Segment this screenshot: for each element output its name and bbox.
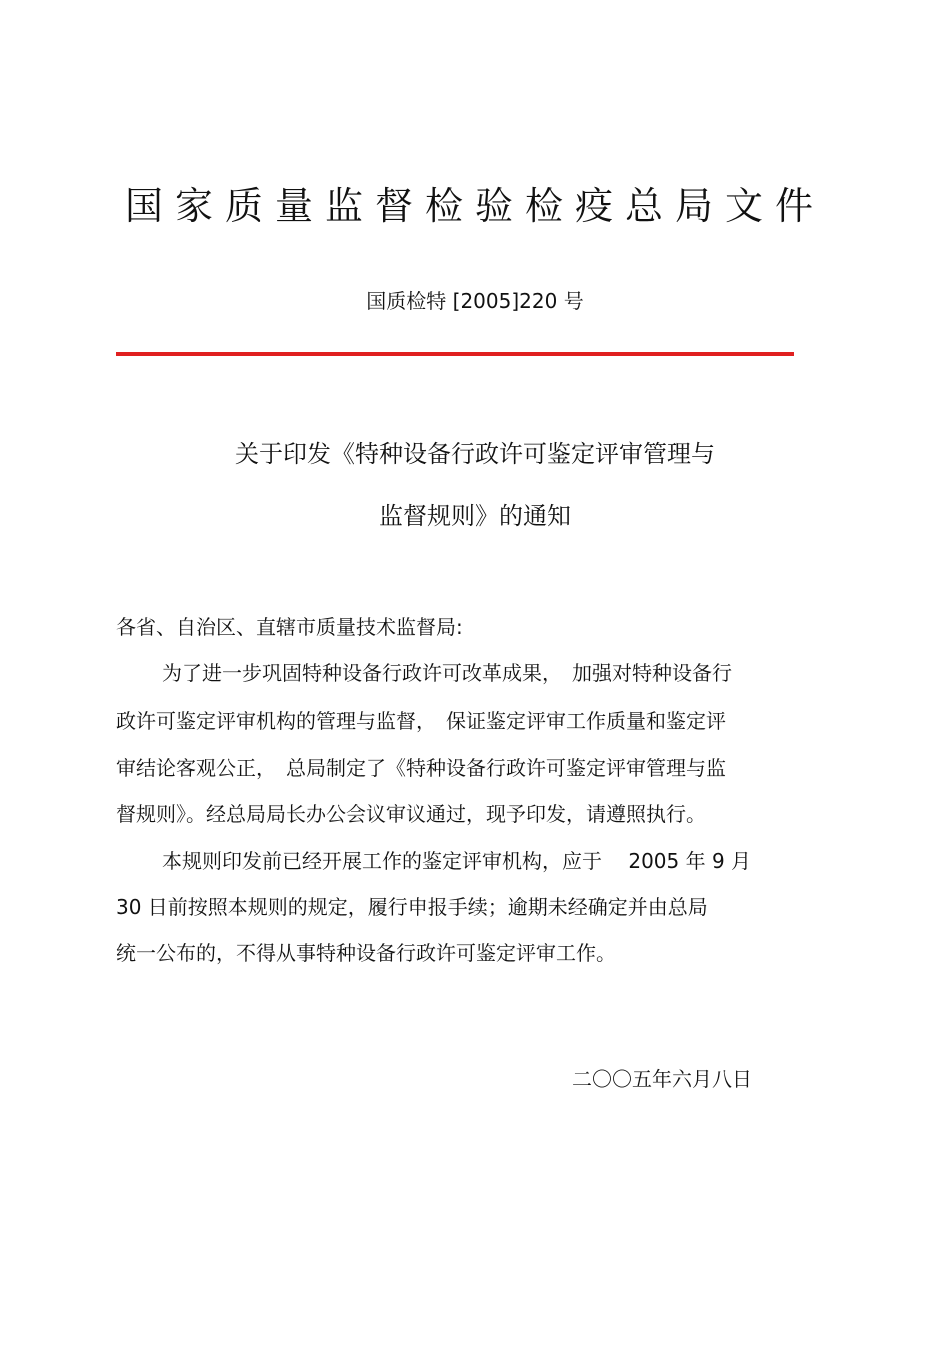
paragraph-2-line-1: 本规则印发前已经开展工作的鉴定评审机构，应于 2005 年 9 月 [162,849,752,873]
issuer-title: 国家质量监督检验检疫总局文件 [124,184,825,228]
paragraph-1-line-2: 政许可鉴定评审机构的管理与监督， 保证鉴定评审工作质量和鉴定评 [116,709,726,733]
paragraph-1-line-4: 督规则》。经总局局长办公会议审议通过，现予印发，请遵照执行。 [116,802,706,826]
addressee: 各省、自治区、直辖市质量技术监督局: [116,615,463,639]
issue-date: 二〇〇五年六月八日 [572,1067,752,1091]
subject-line-2: 监督规则》的通知 [379,502,571,530]
paragraph-2-line-2: 30 日前按照本规则的规定，履行申报手续；逾期未经确定并由总局 [116,895,708,919]
paragraph-1-line-3: 审结论客观公正， 总局制定了《特种设备行政许可鉴定评审管理与监 [116,756,726,780]
red-header-rule [116,352,794,356]
paragraph-2-line-3: 统一公布的，不得从事特种设备行政许可鉴定评审工作。 [116,941,616,965]
paragraph-1-line-1: 为了进一步巩固特种设备行政许可改革成果， 加强对特种设备行 [162,661,732,685]
subject-line-1: 关于印发《特种设备行政许可鉴定评审管理与 [235,440,715,468]
document-number: 国质检特 [2005]220 号 [366,289,584,313]
